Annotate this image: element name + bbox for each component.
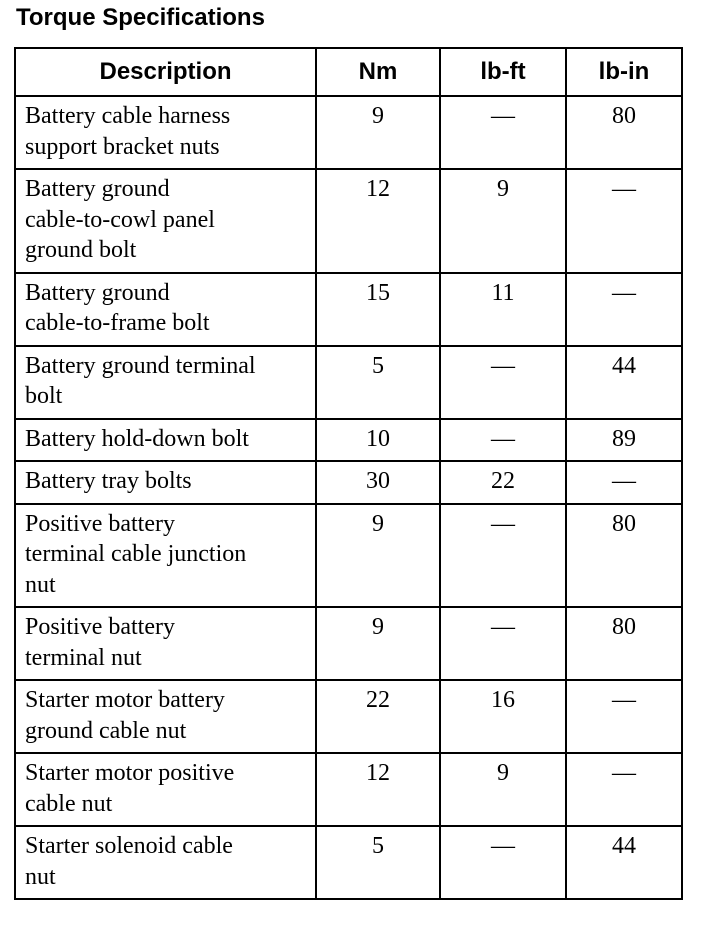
cell-lbft: 16 bbox=[440, 680, 566, 753]
cell-description: Starter motor positive cable nut bbox=[15, 753, 316, 826]
cell-nm: 9 bbox=[316, 96, 440, 169]
table-row bbox=[15, 607, 682, 680]
cell-lbin: 80 bbox=[566, 607, 682, 680]
cell-description: Battery ground terminal bolt bbox=[15, 346, 316, 419]
cell-lbft: 9 bbox=[440, 753, 566, 826]
table-row bbox=[15, 346, 682, 419]
cell-nm: 9 bbox=[316, 504, 440, 608]
cell-lbft: 11 bbox=[440, 273, 566, 346]
cell-description: Battery ground cable-to-cowl panel ground bolt bbox=[15, 169, 316, 273]
cell-lbin: — bbox=[566, 680, 682, 753]
cell-description: Battery hold-down bolt bbox=[15, 419, 316, 462]
cell-lbin: — bbox=[566, 753, 682, 826]
table-row bbox=[15, 753, 682, 826]
table-header-row bbox=[15, 48, 682, 96]
cell-nm: 9 bbox=[316, 607, 440, 680]
cell-description: Starter solenoid cable nut bbox=[15, 826, 316, 899]
cell-lbin: 80 bbox=[566, 504, 682, 608]
cell-description: Battery ground cable-to-frame bolt bbox=[15, 273, 316, 346]
cell-lbft: — bbox=[440, 826, 566, 899]
table-row bbox=[15, 169, 682, 273]
cell-lbin: 44 bbox=[566, 826, 682, 899]
table-row bbox=[15, 273, 682, 346]
cell-nm: 30 bbox=[316, 461, 440, 504]
cell-lbft: 22 bbox=[440, 461, 566, 504]
cell-description: Positive battery terminal nut bbox=[15, 607, 316, 680]
cell-nm: 5 bbox=[316, 826, 440, 899]
header-lbft: lb-ft bbox=[440, 48, 566, 96]
cell-nm: 12 bbox=[316, 169, 440, 273]
torque-spec-table bbox=[14, 47, 683, 900]
cell-description: Battery cable harness support bracket nuts bbox=[15, 96, 316, 169]
cell-nm: 5 bbox=[316, 346, 440, 419]
cell-lbft: — bbox=[440, 419, 566, 462]
cell-lbin: — bbox=[566, 273, 682, 346]
cell-description: Positive battery terminal cable junction nut bbox=[15, 504, 316, 608]
cell-lbft: — bbox=[440, 346, 566, 419]
table-row bbox=[15, 680, 682, 753]
page-title: Torque Specifications bbox=[16, 4, 265, 31]
cell-lbft: — bbox=[440, 607, 566, 680]
cell-lbft: — bbox=[440, 96, 566, 169]
table-row bbox=[15, 96, 682, 169]
table-row bbox=[15, 504, 682, 608]
cell-lbin: 44 bbox=[566, 346, 682, 419]
cell-nm: 22 bbox=[316, 680, 440, 753]
cell-description: Starter motor battery ground cable nut bbox=[15, 680, 316, 753]
cell-description: Battery tray bolts bbox=[15, 461, 316, 504]
cell-lbin: — bbox=[566, 461, 682, 504]
header-nm: Nm bbox=[316, 48, 440, 96]
cell-lbin: — bbox=[566, 169, 682, 273]
header-lbin: lb-in bbox=[566, 48, 682, 96]
header-description: Description bbox=[15, 48, 316, 96]
table-row bbox=[15, 826, 682, 899]
cell-nm: 12 bbox=[316, 753, 440, 826]
table-row bbox=[15, 461, 682, 504]
cell-lbin: 80 bbox=[566, 96, 682, 169]
cell-lbft: 9 bbox=[440, 169, 566, 273]
cell-nm: 10 bbox=[316, 419, 440, 462]
table-row bbox=[15, 419, 682, 462]
cell-nm: 15 bbox=[316, 273, 440, 346]
cell-lbft: — bbox=[440, 504, 566, 608]
cell-lbin: 89 bbox=[566, 419, 682, 462]
